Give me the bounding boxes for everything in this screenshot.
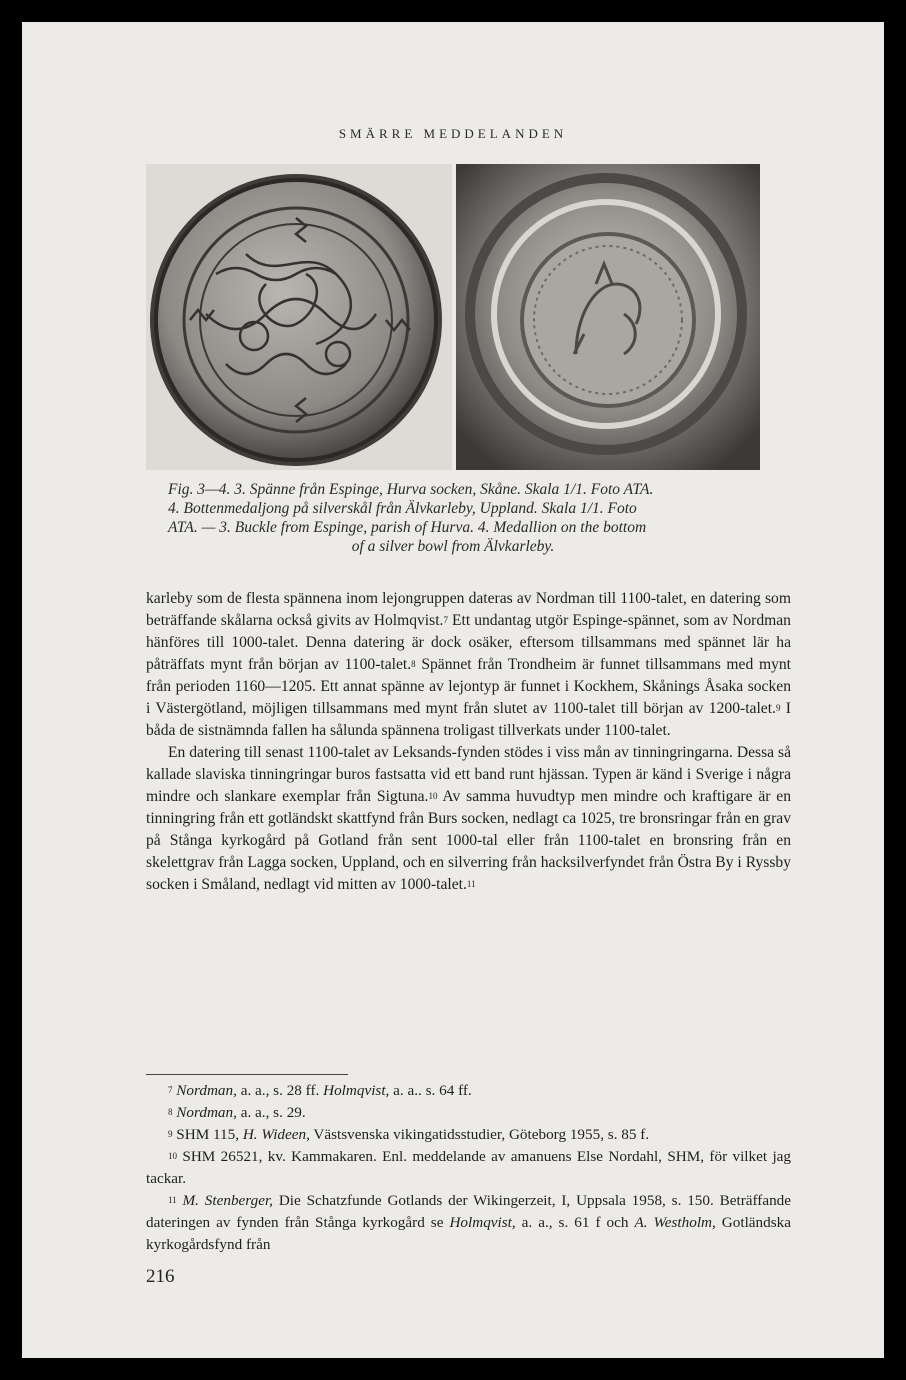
footnote-number: 9 <box>168 1129 173 1139</box>
text-run: Ett undantag utgör Espinge-spännet, som av Nordman hänföres till 1000-talet. Denna datering är dock osäker, eftersom tillsammans med spännet lär ha påträffats mynt från början av 1100-talet. <box>146 612 791 673</box>
caption-line: Fig. 3—4. 3. Spänne från Espinge, Hurva socken, Skåne. Skala 1/1. Foto ATA. <box>168 481 654 498</box>
text-run: a. a., s. 61 f och <box>515 1214 635 1231</box>
footnote-11 <box>146 1190 791 1256</box>
buckle-photo-icon <box>146 164 452 470</box>
footnote-ref: 11 <box>466 879 476 889</box>
medallion-photo-icon <box>456 164 760 470</box>
footnote-9 <box>146 1124 791 1146</box>
footnote-number: 7 <box>168 1085 173 1095</box>
page-number: 216 <box>146 1266 175 1287</box>
footnote-divider <box>146 1074 348 1075</box>
text-run: SHM 115, <box>176 1126 243 1143</box>
footnote-number: 8 <box>168 1107 173 1117</box>
paragraph <box>146 588 791 742</box>
text-run: Gotländska kyrkogårdsfynd från <box>146 1214 791 1253</box>
running-head: SMÄRRE MEDDELANDEN <box>338 126 568 141</box>
footnote-ref: 8 <box>411 659 416 669</box>
author: Holmqvist, <box>449 1214 516 1231</box>
footnote-ref: 9 <box>775 703 781 713</box>
author: A. Westholm, <box>634 1214 716 1231</box>
text-run: Västsvenska vikingatidsstudier, Göteborg 1955, s. 85 f. <box>309 1126 650 1143</box>
footnote-8 <box>146 1102 791 1124</box>
paragraph <box>146 742 791 896</box>
text-run: Die Schatzfunde Gotlands der Wikingerzeit, I, Uppsala 1958, s. 150. Beträffande dateringen av fynden från Stånga kyrkogård se <box>146 1192 792 1231</box>
text-run: Av samma huvudtyp men mindre och kraftigare är en tinningring från ett gotländskt skattfynd från Burs socken, nedlagt ca 1025, tre bronsringar från en grav på Stånga kyrkogård på Gotland från sent 1000-tal eller från 1100-talet en bronsring från en skelettgrav från Lagga socken, Uppland, och en silverring från hacksilverfyndet från Östra By i Ryssby socken i Småland, nedlagt vid mitten av 1000-talet. <box>146 788 792 893</box>
footnote-number: 11 <box>168 1195 177 1205</box>
text-run: I båda de sistnämnda fallen ha sålunda spännena troligast tillverkats under 1100-talet. <box>146 700 792 739</box>
figure-pair <box>146 164 760 470</box>
footnotes <box>146 1080 791 1256</box>
figure-caption <box>168 480 738 556</box>
footnote-ref: 10 <box>428 791 438 801</box>
text-run: a. a.. s. 64 ff. <box>389 1082 472 1099</box>
figure-medallion <box>456 164 760 470</box>
text-run: En datering till senast 1100-talet av Leksands-fynden stödes i viss mån av tinningringarna. Dessa så kallade slaviska tinningringar buros fastsatta vid ett band runt hjässan. Typen är känd i Sverige i några mindre och slankare exemplar från Sigtuna. <box>146 744 791 805</box>
figure-buckle <box>146 164 452 470</box>
author: H. Wideen, <box>242 1126 310 1143</box>
text-run: a. a., s. 29. <box>236 1104 306 1121</box>
document-page <box>22 22 884 1358</box>
text-run: Spännet från Trondheim är funnet tillsammans med mynt från perioden 1160—1205. Ett annat spänne av lejontyp är funnet i Kockhem, Skånings Åsaka socken i Västergötland, möjligen tillsammans med mynt från slutet av 1100-talet till början av 1200-talet. <box>146 656 791 717</box>
author: M. Stenberger, <box>182 1192 273 1209</box>
text-run: a. a., s. 28 ff. <box>236 1082 324 1099</box>
body-text <box>146 588 791 896</box>
author: Nordman, <box>176 1082 237 1099</box>
author: Nordman, <box>176 1104 237 1121</box>
caption-line: of a silver bowl from Älvkarleby. <box>351 538 555 555</box>
caption-line: 4. Bottenmedaljong på silverskål från Älvkarleby, Uppland. Skala 1/1. Foto <box>168 500 637 517</box>
footnote-10 <box>146 1146 791 1190</box>
footnote-7 <box>146 1080 791 1102</box>
author: Holmqvist, <box>323 1082 390 1099</box>
text-run: SHM 26521, kv. Kammakaren. Enl. meddelande av amanuens Else Nordahl, SHM, för vilket jag tackar. <box>146 1148 792 1187</box>
footnote-ref: 7 <box>443 615 448 625</box>
caption-line: ATA. — 3. Buckle from Espinge, parish of Hurva. 4. Medallion on the bottom <box>168 519 647 536</box>
footnote-number: 10 <box>168 1151 177 1161</box>
text-run: karleby som de flesta spännena inom lejongruppen dateras av Nordman till 1100-talet, en datering som beträffande skålarna också givits av Holmqvist. <box>146 590 791 629</box>
